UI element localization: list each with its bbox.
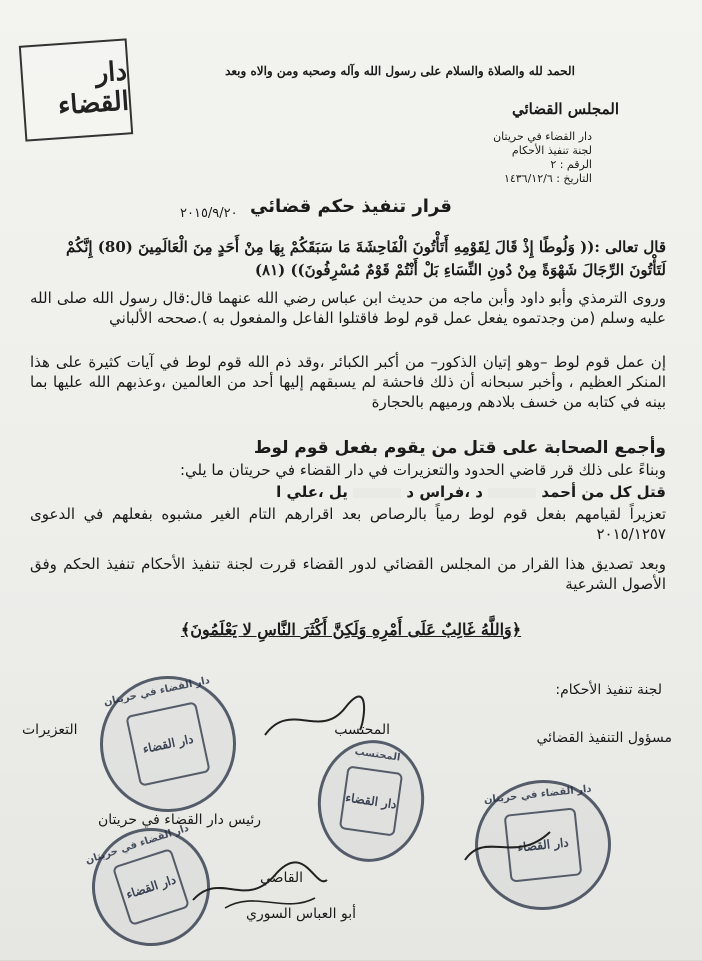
committee-name: لجنة تنفيذ الأحكام xyxy=(511,144,592,157)
stamp-ring-text: دار القضاء في حريتان xyxy=(102,675,211,709)
stamp-ring-text: دار القضاء في حريتان xyxy=(483,783,593,806)
court-logo xyxy=(19,38,133,141)
stamp-inner-text: دار القضاء xyxy=(504,807,582,883)
stamp-inner-text: دار القضاء xyxy=(339,765,403,836)
names-part-b: د ،فراس د xyxy=(406,483,483,501)
consensus-line: وأجمع الصحابة على قتل من يقوم بفعل قوم لوط xyxy=(253,438,666,458)
closing-verse: ﴿وَاللَّهُ غَالِبٌ عَلَى أَمْرِهِ وَلَكِنَّ أَكْثَرَ النَّاسِ لا يَعْلَمُونَ﴾ xyxy=(180,620,522,639)
court-name: دار القضاء في حريتان xyxy=(493,130,592,143)
basmala-line: الحمد لله والصلاة والسلام على رسول الله وآله وصحبه ومن والاه وبعد xyxy=(225,64,575,78)
tazirat-title: التعزيرات xyxy=(22,722,78,738)
muhtasib-signature xyxy=(260,690,370,750)
names-part-a: قتل كل من أحمد xyxy=(541,483,666,501)
executive-officer-title: مسؤول التنفيذ القضائي xyxy=(536,730,672,746)
judge-signature xyxy=(185,850,335,920)
committee-signature xyxy=(460,820,560,870)
judge-title: القاضي xyxy=(260,870,304,886)
redaction-mark xyxy=(488,488,536,498)
ratification-paragraph: وبعد تصديق هذا القرار من المجلس القضائي لدور القضاء قررت لجنة تنفيذ الأحكام تنفيذ الحكم وفق الأصول الشرعية xyxy=(30,555,666,593)
document-title: قرار تنفيذ حكم قضائي xyxy=(250,196,452,217)
explanation-paragraph: إن عمل قوم لوط –وهو إتيان الذكور– من أكبر الكبائر ،وقد ذم الله قوم لوط في آيات كثيرة على هذا المنكر العظيم ، وأخبر سبحانه أن ذلك فاحشة لم يسبقهم إليها أحد من العالمين ،وعذبهم الله عليها بما بينه في كتابه من خسف بلادهم ورميهم بالحجارة xyxy=(30,353,666,411)
gregorian-date: ٢٠١٥/٩/٢٠ xyxy=(180,206,238,221)
redaction-mark xyxy=(353,488,401,498)
stamp-inner-text: دار القضاء xyxy=(126,702,211,787)
stamp-inner-text: دار القضاء xyxy=(112,848,190,926)
logo-text: دار القضاء xyxy=(57,56,130,122)
court-head-title: رئيس دار القضاء في حريتان xyxy=(98,812,262,828)
council-heading: المجلس القضائي xyxy=(512,100,619,118)
judge-name: أبو العباس السوري xyxy=(246,906,357,922)
hadith-paragraph: وروى الترمذي وأبو داود وأبن ماجه من حديث ابن عباس رضي الله عنهما قال:قال رسول الله صلى الله عليه وسلم (من وجدتموه يفعل عمل قوم لوط فاقتلوا الفاعل والمفعول به ).صححه الألباني xyxy=(30,289,666,327)
reference-number: الرقم : ٢ xyxy=(550,158,592,171)
stamp-ring-text: المحتسب xyxy=(353,746,401,764)
committee-label: لجنة تنفيذ الأحكام: xyxy=(555,682,662,698)
muhtasib-stamp xyxy=(310,733,432,869)
stamp-ring-text: دار القضاء في حريتان xyxy=(84,822,191,867)
muhtasib-title: المحتسب xyxy=(334,722,390,738)
quran-verse: قال تعالى :(( وَلُوطًا إِذْ قَالَ لِقَوْمِهِ أَتَأْتُونَ الْفَاحِشَةَ مَا سَبَقَكُمْ بِهَا مِنْ أَحَدٍ مِنَ الْعَالَمِينَ (80) إِنَّكُمْ لَتَأْتُونَ الرِّجَالَ شَهْوَةً مِنْ دُونِ النِّسَاءِ بَلْ أَنْتُمْ قَوْمٌ مُسْرِفُونَ)) (٨١) xyxy=(65,238,666,279)
decision-intro: وبناءً على ذلك قرر قاضي الحدود والتعزيرات في دار القضاء في حريتان ما يلي: xyxy=(179,461,666,479)
sentence-paragraph: تعزيراً لقيامهم بفعل قوم لوط رمياً بالرصاص بعد اقرارهم التام الغير مشبوه بفعلهم في الدعوى ٢٠١٥/١٢٥٧ xyxy=(30,505,666,543)
names-part-c: يل ،علي ا xyxy=(276,483,348,501)
names-line xyxy=(30,482,666,502)
hijri-date: التاريخ : ١٤٣٦/١٢/٦ xyxy=(503,172,592,185)
court-stamp xyxy=(87,663,248,824)
